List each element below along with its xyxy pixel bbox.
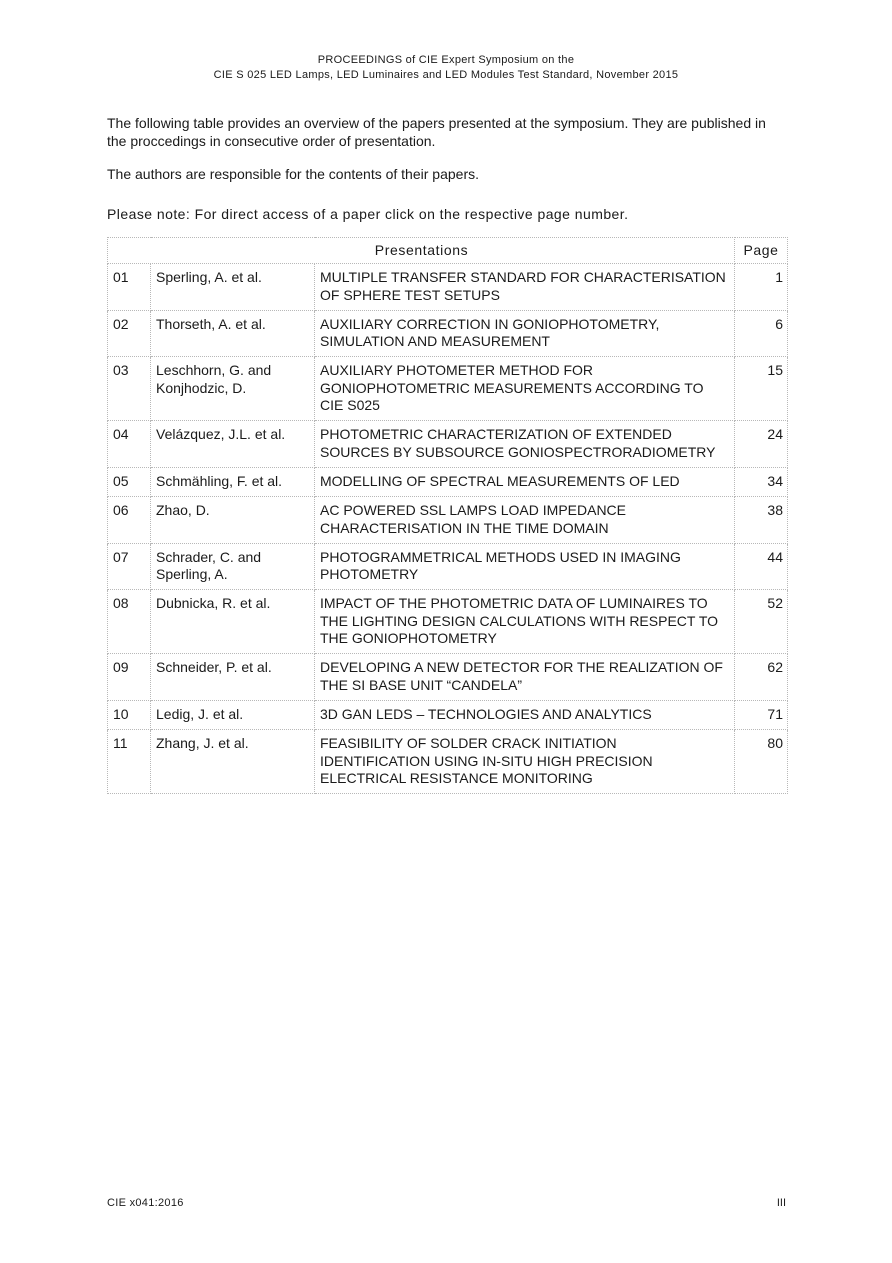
- paper-title: AUXILIARY CORRECTION IN GONIOPHOTOMETRY, SIMULATION AND MEASUREMENT: [315, 310, 735, 357]
- page-number-link[interactable]: 1: [775, 269, 783, 286]
- page-cell: [735, 590, 788, 654]
- table-row: [108, 310, 788, 357]
- table-row: [108, 467, 788, 496]
- paper-number: 07: [108, 543, 151, 590]
- table-row: [108, 357, 788, 421]
- paper-title: DEVELOPING A NEW DETECTOR FOR THE REALIZATION OF THE SI BASE UNIT “CANDELA”: [315, 654, 735, 701]
- table-row: [108, 421, 788, 468]
- table-row: [108, 730, 788, 794]
- table-row: [108, 497, 788, 544]
- page-cell: [735, 543, 788, 590]
- paper-title: FEASIBILITY OF SOLDER CRACK INITIATION IDENTIFICATION USING IN-SITU HIGH PRECISION ELECTRICAL RESISTANCE MONITORING: [315, 730, 735, 794]
- paper-title: MODELLING OF SPECTRAL MEASUREMENTS OF LED: [315, 467, 735, 496]
- page-number-link[interactable]: 15: [767, 362, 783, 379]
- page-cell: [735, 421, 788, 468]
- intro-paragraph-overview: The following table provides an overview of the papers presented at the symposium. They are published in the proccedings in consecutive order of presentation.: [107, 115, 766, 149]
- paper-author: Zhang, J. et al.: [151, 730, 315, 794]
- table-row: [108, 543, 788, 590]
- page-cell: [735, 497, 788, 544]
- paper-number: 11: [108, 730, 151, 794]
- paper-title: PHOTOMETRIC CHARACTERIZATION OF EXTENDED SOURCES BY SUBSOURCE GONIOSPECTRORADIOMETRY: [315, 421, 735, 468]
- header-line-2: CIE S 025 LED Lamps, LED Luminaires and LED Modules Test Standard, November 2015: [213, 68, 679, 81]
- page-number-link[interactable]: 34: [767, 472, 783, 489]
- paper-author: Thorseth, A. et al.: [151, 310, 315, 357]
- page-cell: [735, 264, 788, 311]
- page-number-link[interactable]: 52: [767, 595, 783, 612]
- page-cell: [735, 654, 788, 701]
- paper-author: Velázquez, J.L. et al.: [151, 421, 315, 468]
- page-number-link[interactable]: 38: [767, 502, 783, 519]
- page-number-link[interactable]: 71: [767, 705, 783, 722]
- page-number-link[interactable]: 6: [775, 315, 783, 332]
- page-number: III: [776, 1197, 786, 1209]
- paper-title: AUXILIARY PHOTOMETER METHOD FOR GONIOPHOTOMETRIC MEASUREMENTS ACCORDING TO CIE S025: [315, 357, 735, 421]
- paper-title: AC POWERED SSL LAMPS LOAD IMPEDANCE CHARACTERISATION IN THE TIME DOMAIN: [315, 497, 735, 544]
- document-id: CIE x041:2016: [107, 1197, 184, 1209]
- paper-number: 09: [108, 654, 151, 701]
- table-body: [108, 264, 788, 794]
- page-number-link[interactable]: 44: [767, 548, 783, 565]
- intro-paragraph-responsibility: The authors are responsible for the contents of their papers.: [107, 166, 479, 182]
- paper-number: 02: [108, 310, 151, 357]
- paper-author: Schmähling, F. et al.: [151, 467, 315, 496]
- intro-paragraph-note: Please note: For direct access of a paper click on the respective page number.: [107, 206, 629, 222]
- header-line-1: PROCEEDINGS of CIE Expert Symposium on the: [317, 54, 575, 66]
- page-cell: [735, 357, 788, 421]
- page-cell: [735, 700, 788, 729]
- page-column-header: Page: [735, 238, 788, 264]
- table-row: [108, 700, 788, 729]
- paper-author: Leschhorn, G. and Konjhodzic, D.: [151, 357, 315, 421]
- page-number-link[interactable]: 80: [767, 735, 783, 752]
- paper-number: 03: [108, 357, 151, 421]
- paper-title: MULTIPLE TRANSFER STANDARD FOR CHARACTERISATION OF SPHERE TEST SETUPS: [315, 264, 735, 311]
- paper-author: Ledig, J. et al.: [151, 700, 315, 729]
- table-header-row: [108, 238, 788, 264]
- paper-title: PHOTOGRAMMETRICAL METHODS USED IN IMAGING PHOTOMETRY: [315, 543, 735, 590]
- paper-title: IMPACT OF THE PHOTOMETRIC DATA OF LUMINAIRES TO THE LIGHTING DESIGN CALCULATIONS WITH RESPECT TO THE GONIOPHOTOMETRY: [315, 590, 735, 654]
- presentations-column-header: Presentations: [108, 238, 735, 264]
- presentations-table: [107, 237, 788, 794]
- paper-author: Schrader, C. and Sperling, A.: [151, 543, 315, 590]
- table-row: [108, 654, 788, 701]
- running-header: [0, 53, 892, 82]
- paper-author: Schneider, P. et al.: [151, 654, 315, 701]
- table-row: [108, 264, 788, 311]
- paper-number: 01: [108, 264, 151, 311]
- paper-author: Zhao, D.: [151, 497, 315, 544]
- paper-title: 3D GAN LEDS – TECHNOLOGIES AND ANALYTICS: [315, 700, 735, 729]
- page-cell: [735, 310, 788, 357]
- table-row: [108, 590, 788, 654]
- page-number-link[interactable]: 62: [767, 659, 783, 676]
- page-cell: [735, 730, 788, 794]
- paper-number: 08: [108, 590, 151, 654]
- page-cell: [735, 467, 788, 496]
- page-number-link[interactable]: 24: [767, 426, 783, 443]
- paper-author: Dubnicka, R. et al.: [151, 590, 315, 654]
- paper-number: 10: [108, 700, 151, 729]
- paper-number: 06: [108, 497, 151, 544]
- paper-author: Sperling, A. et al.: [151, 264, 315, 311]
- paper-number: 04: [108, 421, 151, 468]
- paper-number: 05: [108, 467, 151, 496]
